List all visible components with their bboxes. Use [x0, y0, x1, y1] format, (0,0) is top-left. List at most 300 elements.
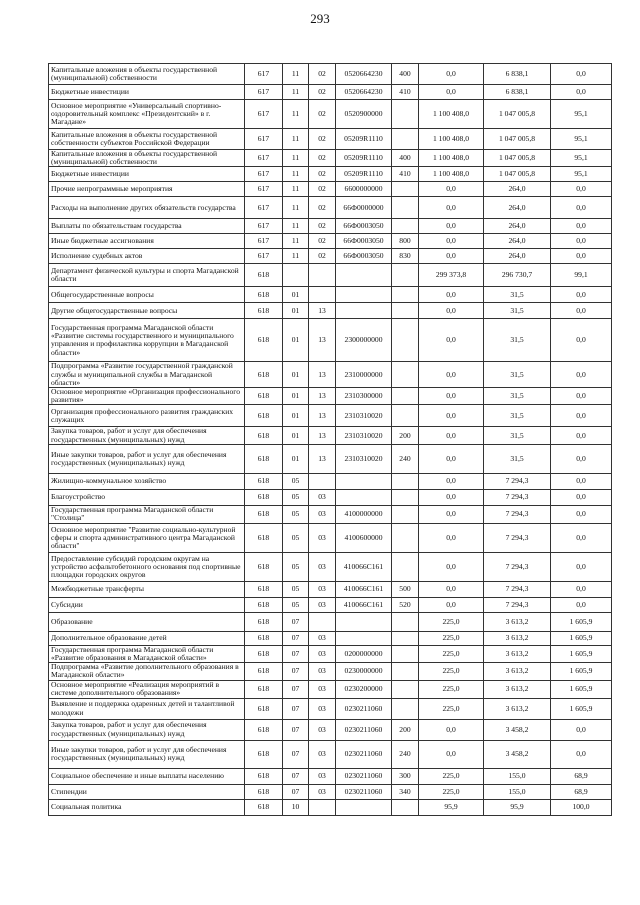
executed-amount: 3 458,2 [484, 740, 551, 768]
expense-type-code [392, 612, 419, 631]
approved-amount: 0,0 [419, 552, 484, 581]
execution-percent: 1 605,9 [551, 645, 612, 662]
admin-code: 618 [245, 799, 283, 815]
section-code: 01 [283, 444, 309, 473]
approved-amount: 1 100 408,0 [419, 150, 484, 167]
executed-amount: 7 294,3 [484, 597, 551, 612]
admin-code: 618 [245, 698, 283, 719]
subsection-code: 13 [309, 405, 336, 427]
executed-amount: 1 047 005,8 [484, 167, 551, 182]
expense-type-code: 240 [392, 740, 419, 768]
executed-amount: 31,5 [484, 303, 551, 319]
target-article-code: 0230211060 [336, 740, 392, 768]
executed-amount: 7 294,3 [484, 581, 551, 597]
target-article-code: 2310310020 [336, 427, 392, 444]
approved-amount: 0,0 [419, 64, 484, 85]
table-row [49, 303, 612, 319]
admin-code: 617 [245, 64, 283, 85]
approved-amount: 0,0 [419, 597, 484, 612]
expense-type-code [392, 388, 419, 405]
admin-code: 618 [245, 264, 283, 287]
admin-code: 618 [245, 427, 283, 444]
executed-amount: 6 838,1 [484, 85, 551, 100]
target-article-code [336, 473, 392, 489]
subsection-code: 13 [309, 388, 336, 405]
section-code: 11 [283, 249, 309, 264]
execution-percent: 0,0 [551, 719, 612, 740]
executed-amount: 31,5 [484, 388, 551, 405]
table-row [49, 182, 612, 197]
subsection-code: 13 [309, 427, 336, 444]
table-row [49, 100, 612, 129]
table-row [49, 597, 612, 612]
target-article-code: 05209R1110 [336, 167, 392, 182]
execution-percent: 0,0 [551, 182, 612, 197]
approved-amount: 0,0 [419, 444, 484, 473]
executed-amount: 3 613,2 [484, 698, 551, 719]
section-code [283, 264, 309, 287]
subsection-code: 02 [309, 129, 336, 150]
admin-code: 618 [245, 645, 283, 662]
expense-type-code [392, 129, 419, 150]
target-article-code: 0230200000 [336, 680, 392, 698]
admin-code: 618 [245, 719, 283, 740]
execution-percent: 0,0 [551, 287, 612, 303]
admin-code: 617 [245, 150, 283, 167]
section-code: 05 [283, 581, 309, 597]
subsection-code: 03 [309, 597, 336, 612]
row-name: Предоставление субсидий городским округам на устройство асфальтобетонного основания под спортивные площадки городских округов [49, 552, 245, 581]
approved-amount: 225,0 [419, 768, 484, 784]
approved-amount: 225,0 [419, 698, 484, 719]
admin-code: 618 [245, 505, 283, 523]
admin-code: 618 [245, 612, 283, 631]
table-row [49, 740, 612, 768]
executed-amount: 3 613,2 [484, 612, 551, 631]
subsection-code: 02 [309, 85, 336, 100]
table-row [49, 489, 612, 505]
executed-amount: 155,0 [484, 768, 551, 784]
subsection-code: 02 [309, 100, 336, 129]
subsection-code [309, 799, 336, 815]
section-code: 07 [283, 740, 309, 768]
execution-percent: 0,0 [551, 523, 612, 552]
executed-amount: 155,0 [484, 784, 551, 799]
executed-amount: 264,0 [484, 234, 551, 249]
expense-type-code: 340 [392, 784, 419, 799]
target-article-code: 66Ф0003050 [336, 234, 392, 249]
subsection-code: 02 [309, 150, 336, 167]
expense-type-code [392, 182, 419, 197]
section-code: 07 [283, 719, 309, 740]
executed-amount: 3 613,2 [484, 680, 551, 698]
expense-type-code: 240 [392, 444, 419, 473]
executed-amount: 6 838,1 [484, 64, 551, 85]
expense-type-code [392, 523, 419, 552]
approved-amount: 0,0 [419, 489, 484, 505]
admin-code: 618 [245, 663, 283, 680]
section-code: 11 [283, 219, 309, 234]
target-article-code: 0200000000 [336, 645, 392, 662]
section-code: 01 [283, 319, 309, 362]
section-code: 11 [283, 197, 309, 219]
target-article-code: 66Ф0000000 [336, 197, 392, 219]
subsection-code: 02 [309, 64, 336, 85]
expense-type-code [392, 287, 419, 303]
execution-percent: 1 605,9 [551, 663, 612, 680]
target-article-code: 0230211060 [336, 698, 392, 719]
table-row [49, 473, 612, 489]
executed-amount: 3 613,2 [484, 645, 551, 662]
section-code: 01 [283, 303, 309, 319]
section-code: 11 [283, 129, 309, 150]
table-row [49, 319, 612, 362]
admin-code: 618 [245, 597, 283, 612]
subsection-code [309, 612, 336, 631]
subsection-code [309, 264, 336, 287]
executed-amount: 264,0 [484, 182, 551, 197]
expense-type-code [392, 489, 419, 505]
table-row [49, 663, 612, 680]
table-row [49, 150, 612, 167]
execution-percent: 0,0 [551, 234, 612, 249]
row-name: Капитальные вложения в объекты государственной собственности субъектов Российской Федерации [49, 129, 245, 150]
section-code: 07 [283, 612, 309, 631]
section-code: 05 [283, 505, 309, 523]
executed-amount: 31,5 [484, 319, 551, 362]
section-code: 07 [283, 680, 309, 698]
row-name: Закупка товаров, работ и услуг для обеспечения государственных (муниципальных) нужд [49, 427, 245, 444]
expense-type-code [392, 663, 419, 680]
target-article-code [336, 287, 392, 303]
target-article-code: 2310310020 [336, 444, 392, 473]
admin-code: 617 [245, 167, 283, 182]
approved-amount: 0,0 [419, 249, 484, 264]
execution-percent: 0,0 [551, 552, 612, 581]
target-article-code: 0230211060 [336, 768, 392, 784]
table-row [49, 768, 612, 784]
executed-amount: 1 047 005,8 [484, 150, 551, 167]
section-code: 01 [283, 405, 309, 427]
admin-code: 618 [245, 631, 283, 645]
target-article-code [336, 303, 392, 319]
row-name: Субсидии [49, 597, 245, 612]
executed-amount: 264,0 [484, 249, 551, 264]
execution-percent: 0,0 [551, 64, 612, 85]
row-name: Иные закупки товаров, работ и услуг для обеспечения государственных (муниципальных) нужд [49, 740, 245, 768]
target-article-code: 2300000000 [336, 319, 392, 362]
row-name: Социальная политика [49, 799, 245, 815]
approved-amount: 95,9 [419, 799, 484, 815]
subsection-code: 13 [309, 319, 336, 362]
target-article-code: 0230211060 [336, 784, 392, 799]
admin-code: 618 [245, 581, 283, 597]
section-code: 07 [283, 698, 309, 719]
execution-percent: 1 605,9 [551, 631, 612, 645]
subsection-code: 03 [309, 768, 336, 784]
table-row [49, 427, 612, 444]
admin-code: 617 [245, 129, 283, 150]
subsection-code: 03 [309, 680, 336, 698]
row-name: Государственная программа Магаданской области "Столица" [49, 505, 245, 523]
table-row [49, 64, 612, 85]
target-article-code: 6600000000 [336, 182, 392, 197]
subsection-code [309, 473, 336, 489]
execution-percent: 95,1 [551, 150, 612, 167]
target-article-code [336, 631, 392, 645]
target-article-code: 66Ф0003050 [336, 249, 392, 264]
target-article-code: 0230211060 [336, 719, 392, 740]
expense-type-code: 410 [392, 85, 419, 100]
admin-code: 617 [245, 85, 283, 100]
section-code: 01 [283, 362, 309, 388]
execution-percent: 95,1 [551, 100, 612, 129]
row-name: Межбюджетные трансферты [49, 581, 245, 597]
expense-type-code [392, 219, 419, 234]
row-name: Основное мероприятие «Универсальный спортивно-оздоровительный комплекс «Президентский» в г. Магадане» [49, 100, 245, 129]
approved-amount: 0,0 [419, 523, 484, 552]
expense-type-code: 400 [392, 64, 419, 85]
table-row [49, 388, 612, 405]
subsection-code: 03 [309, 645, 336, 662]
expense-type-code [392, 698, 419, 719]
expense-type-code: 520 [392, 597, 419, 612]
execution-percent: 99,1 [551, 264, 612, 287]
expense-type-code: 200 [392, 719, 419, 740]
expense-type-code [392, 631, 419, 645]
section-code: 11 [283, 150, 309, 167]
table-row [49, 219, 612, 234]
expense-type-code: 410 [392, 167, 419, 182]
approved-amount: 0,0 [419, 505, 484, 523]
section-code: 10 [283, 799, 309, 815]
table-row [49, 85, 612, 100]
expense-type-code [392, 303, 419, 319]
expense-type-code [392, 680, 419, 698]
admin-code: 617 [245, 249, 283, 264]
executed-amount: 7 294,3 [484, 489, 551, 505]
section-code: 05 [283, 552, 309, 581]
execution-percent: 0,0 [551, 473, 612, 489]
row-name: Подпрограмма «Развитие дополнительного образования в Магаданской области» [49, 663, 245, 680]
target-article-code: 0520664230 [336, 64, 392, 85]
row-name: Другие общегосударственные вопросы [49, 303, 245, 319]
target-article-code [336, 489, 392, 505]
section-code: 11 [283, 182, 309, 197]
execution-percent: 0,0 [551, 303, 612, 319]
approved-amount: 299 373,8 [419, 264, 484, 287]
executed-amount: 7 294,3 [484, 523, 551, 552]
table-row [49, 612, 612, 631]
approved-amount: 0,0 [419, 219, 484, 234]
execution-percent: 0,0 [551, 597, 612, 612]
admin-code: 618 [245, 740, 283, 768]
row-name: Организация профессионального развития гражданских служащих [49, 405, 245, 427]
approved-amount: 225,0 [419, 784, 484, 799]
executed-amount: 95,9 [484, 799, 551, 815]
row-name: Бюджетные инвестиции [49, 167, 245, 182]
expense-type-code [392, 799, 419, 815]
target-article-code: 0520664230 [336, 85, 392, 100]
execution-percent: 0,0 [551, 740, 612, 768]
execution-percent: 0,0 [551, 319, 612, 362]
approved-amount: 0,0 [419, 287, 484, 303]
expense-type-code [392, 405, 419, 427]
execution-percent: 0,0 [551, 505, 612, 523]
subsection-code: 03 [309, 719, 336, 740]
table-row [49, 264, 612, 287]
admin-code: 618 [245, 768, 283, 784]
row-name: Дополнительное образование детей [49, 631, 245, 645]
subsection-code [309, 287, 336, 303]
table-row [49, 129, 612, 150]
approved-amount: 225,0 [419, 631, 484, 645]
approved-amount: 0,0 [419, 234, 484, 249]
target-article-code [336, 799, 392, 815]
approved-amount: 1 100 408,0 [419, 129, 484, 150]
expense-type-code: 830 [392, 249, 419, 264]
admin-code: 618 [245, 784, 283, 799]
execution-percent: 0,0 [551, 362, 612, 388]
execution-percent: 0,0 [551, 219, 612, 234]
section-code: 05 [283, 597, 309, 612]
admin-code: 618 [245, 473, 283, 489]
admin-code: 618 [245, 388, 283, 405]
execution-percent: 0,0 [551, 85, 612, 100]
row-name: Расходы на выполнение других обязательств государства [49, 197, 245, 219]
section-code: 07 [283, 663, 309, 680]
row-name: Общегосударственные вопросы [49, 287, 245, 303]
subsection-code: 03 [309, 523, 336, 552]
target-article-code: 4100600000 [336, 523, 392, 552]
subsection-code: 03 [309, 698, 336, 719]
target-article-code: 0230000000 [336, 663, 392, 680]
target-article-code: 2310000000 [336, 362, 392, 388]
table-row [49, 362, 612, 388]
target-article-code: 05209R1110 [336, 129, 392, 150]
approved-amount: 0,0 [419, 388, 484, 405]
admin-code: 617 [245, 234, 283, 249]
executed-amount: 296 730,7 [484, 264, 551, 287]
admin-code: 618 [245, 552, 283, 581]
admin-code: 618 [245, 319, 283, 362]
table-row [49, 631, 612, 645]
approved-amount: 0,0 [419, 85, 484, 100]
section-code: 07 [283, 645, 309, 662]
table-row [49, 799, 612, 815]
target-article-code: 4100000000 [336, 505, 392, 523]
subsection-code: 13 [309, 303, 336, 319]
execution-percent: 0,0 [551, 249, 612, 264]
subsection-code: 13 [309, 362, 336, 388]
subsection-code: 03 [309, 552, 336, 581]
admin-code: 618 [245, 680, 283, 698]
admin-code: 617 [245, 100, 283, 129]
table-row [49, 552, 612, 581]
execution-percent: 68,9 [551, 768, 612, 784]
row-name: Благоустройство [49, 489, 245, 505]
approved-amount: 1 100 408,0 [419, 167, 484, 182]
executed-amount: 1 047 005,8 [484, 100, 551, 129]
approved-amount: 225,0 [419, 680, 484, 698]
executed-amount: 31,5 [484, 427, 551, 444]
expense-type-code [392, 552, 419, 581]
executed-amount: 3 613,2 [484, 631, 551, 645]
executed-amount: 31,5 [484, 287, 551, 303]
expense-type-code: 400 [392, 150, 419, 167]
admin-code: 617 [245, 197, 283, 219]
expense-type-code [392, 197, 419, 219]
executed-amount: 3 458,2 [484, 719, 551, 740]
subsection-code: 03 [309, 489, 336, 505]
approved-amount: 225,0 [419, 663, 484, 680]
section-code: 11 [283, 167, 309, 182]
execution-percent: 1 605,9 [551, 612, 612, 631]
subsection-code: 13 [309, 444, 336, 473]
approved-amount: 0,0 [419, 405, 484, 427]
subsection-code: 03 [309, 631, 336, 645]
execution-percent: 0,0 [551, 427, 612, 444]
row-name: Капитальные вложения в объекты государственной (муниципальной) собственности [49, 64, 245, 85]
execution-percent: 0,0 [551, 197, 612, 219]
expense-type-code [392, 362, 419, 388]
table-row [49, 581, 612, 597]
execution-percent: 0,0 [551, 581, 612, 597]
executed-amount: 7 294,3 [484, 473, 551, 489]
approved-amount: 0,0 [419, 427, 484, 444]
expense-type-code: 300 [392, 768, 419, 784]
row-name: Департамент физической культуры и спорта Магаданской области [49, 264, 245, 287]
row-name: Стипендии [49, 784, 245, 799]
subsection-code: 03 [309, 581, 336, 597]
executed-amount: 31,5 [484, 444, 551, 473]
target-article-code [336, 264, 392, 287]
expense-type-code: 500 [392, 581, 419, 597]
execution-percent: 0,0 [551, 388, 612, 405]
execution-percent: 95,1 [551, 129, 612, 150]
section-code: 05 [283, 523, 309, 552]
executed-amount: 31,5 [484, 405, 551, 427]
executed-amount: 7 294,3 [484, 552, 551, 581]
admin-code: 618 [245, 362, 283, 388]
row-name: Бюджетные инвестиции [49, 85, 245, 100]
expense-type-code [392, 645, 419, 662]
budget-table-body [49, 64, 612, 816]
row-name: Исполнение судебных актов [49, 249, 245, 264]
admin-code: 618 [245, 489, 283, 505]
execution-percent: 0,0 [551, 489, 612, 505]
table-row [49, 505, 612, 523]
subsection-code: 02 [309, 219, 336, 234]
table-row [49, 698, 612, 719]
executed-amount: 264,0 [484, 219, 551, 234]
subsection-code: 02 [309, 197, 336, 219]
approved-amount: 0,0 [419, 362, 484, 388]
table-row [49, 167, 612, 182]
row-name: Основное мероприятие «Реализация мероприятий в системе дополнительного образования» [49, 680, 245, 698]
expense-type-code [392, 319, 419, 362]
expense-type-code [392, 264, 419, 287]
section-code: 01 [283, 427, 309, 444]
section-code: 05 [283, 473, 309, 489]
execution-percent: 0,0 [551, 444, 612, 473]
executed-amount: 3 613,2 [484, 663, 551, 680]
table-row [49, 645, 612, 662]
target-article-code: 66Ф0003050 [336, 219, 392, 234]
table-row [49, 444, 612, 473]
executed-amount: 31,5 [484, 362, 551, 388]
target-article-code: 2310300000 [336, 388, 392, 405]
